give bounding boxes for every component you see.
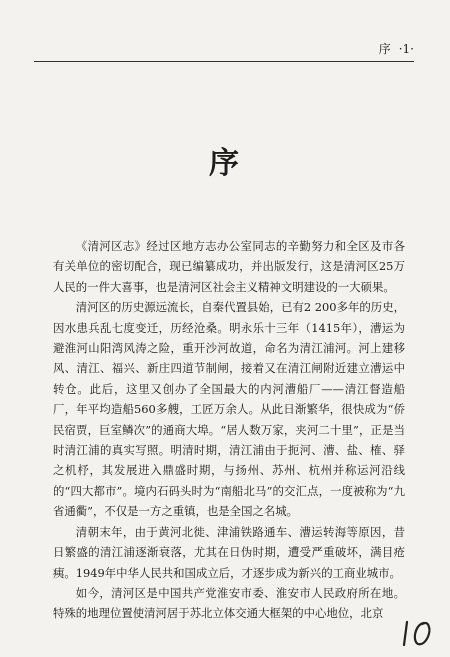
paragraph-3: 清朝末年，由于黄河北徙、津浦铁路通车、漕运转海等原因，昔日繁盛的清江浦逐渐衰落，尤其在日伪时期，遭受严重破坏，满目疮痍。1949年中华人民共和国成立后，才逐步成为新兴的工商业城市。 [53,524,405,580]
running-header [34,40,414,56]
paragraph-4: 如今，清河区是中国共产党淮安市委、淮安市人民政府所在地。特殊的地理位置使清河居于苏北立体交通大框架的中心地位，北京 [53,585,405,621]
handwritten-page-mark [400,618,436,648]
preface-body [53,236,405,624]
page-title: 序 [209,146,241,181]
header-section-title: 序 [378,42,391,56]
paragraph-1: 《清河区志》经过区地方志办公室同志的辛勤努力和全区及市各有关单位的密切配合，现已编纂成功，并出版发行，这是清河区25万人民的一件大喜事，也是清河区社会主义精神文明建设的一大硕果。 [53,239,405,294]
header-page-number: ·1· [398,42,414,56]
paragraph-2: 清河区的历史源远流长，自秦代置县始，已有2 200多年的历史，因水患兵乱七度变迁，历经沧桑。明永乐十三年（1415年），漕运为避淮河山阳湾风涛之险，重开沙河故道，命名为清江浦河。河上建移风、清江、福兴、新庄四道节制闸，接着又在清江闸附近建立漕运中转仓。此后，这里又创办了全国最大的内河漕船厂——清江督造船厂，年平均造船560多艘，工匠万余人。从此日渐繁华，很快成为“侨民宿贾，巨室鳞次”的通商大埠。“居人数万家，夹河二十里”，正是当时清江浦的真实写照。明清时期，清江浦由于扼河、漕、盐、榷、驿之机杼，其发展进入鼎盛时期，与扬州、苏州、杭州并称运河沿线的“四大都市”。境内石码头时为“南船北马”的交汇点，一度被称为“九省通衢”，不仅是一方之重镇，也是全国之名城。 [53,300,405,519]
header-rule [34,61,414,62]
